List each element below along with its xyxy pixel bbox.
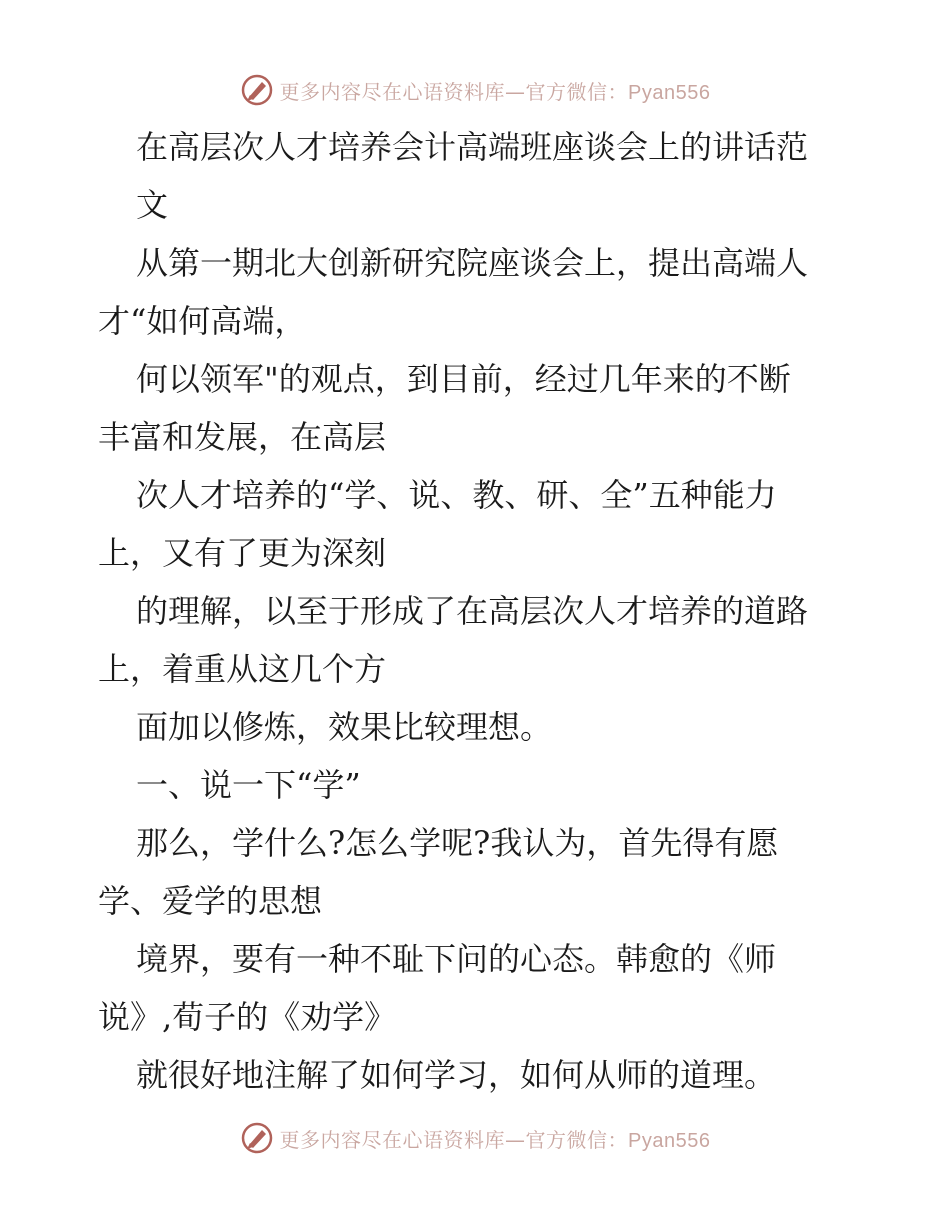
text-line: 从第一期北大创新研究院座谈会上，提出高端人	[136, 244, 809, 282]
text-line: 就很好地注解了如何学习，如何从师的道理。	[136, 1056, 777, 1094]
watermark-text: 更多内容尽在心语资料库—官方微信：Pyan556	[279, 1127, 711, 1152]
text-line: 何以领军"的观点，到目前，经过几年来的不断	[136, 360, 791, 398]
header-watermark	[0, 70, 950, 110]
text-line: 丰富和发展，在高层	[98, 418, 387, 456]
text-line: 在高层次人才培养会计高端班座谈会上的讲话范	[136, 128, 809, 166]
footer-watermark	[0, 1118, 950, 1158]
logo-icon	[240, 1121, 274, 1155]
text-line: 的理解，以至于形成了在高层次人才培养的道路	[136, 592, 809, 630]
text-line: 说》,荀子的《劝学》	[98, 998, 397, 1036]
text-line: 境界，要有一种不耻下问的心态。韩愈的《师	[136, 940, 777, 978]
text-line: 面加以修炼，效果比较理想。	[136, 708, 553, 746]
text-line: 上，着重从这几个方	[98, 650, 387, 688]
text-line: 才“如何高端，	[98, 302, 307, 340]
text-line: 文	[136, 186, 169, 224]
text-line: 次人才培养的“学、说、教、研、全”五种能力	[136, 476, 777, 514]
watermark-text: 更多内容尽在心语资料库—官方微信：Pyan556	[279, 79, 711, 104]
document-body	[98, 118, 858, 1104]
text-line: 学、爱学的思想	[98, 882, 323, 920]
logo-icon	[240, 73, 274, 107]
text-line: 上，又有了更为深刻	[98, 534, 387, 572]
text-line: 一、说一下“学”	[136, 766, 361, 804]
text-line: 那么，学什么?怎么学呢?我认为，首先得有愿	[136, 824, 779, 862]
